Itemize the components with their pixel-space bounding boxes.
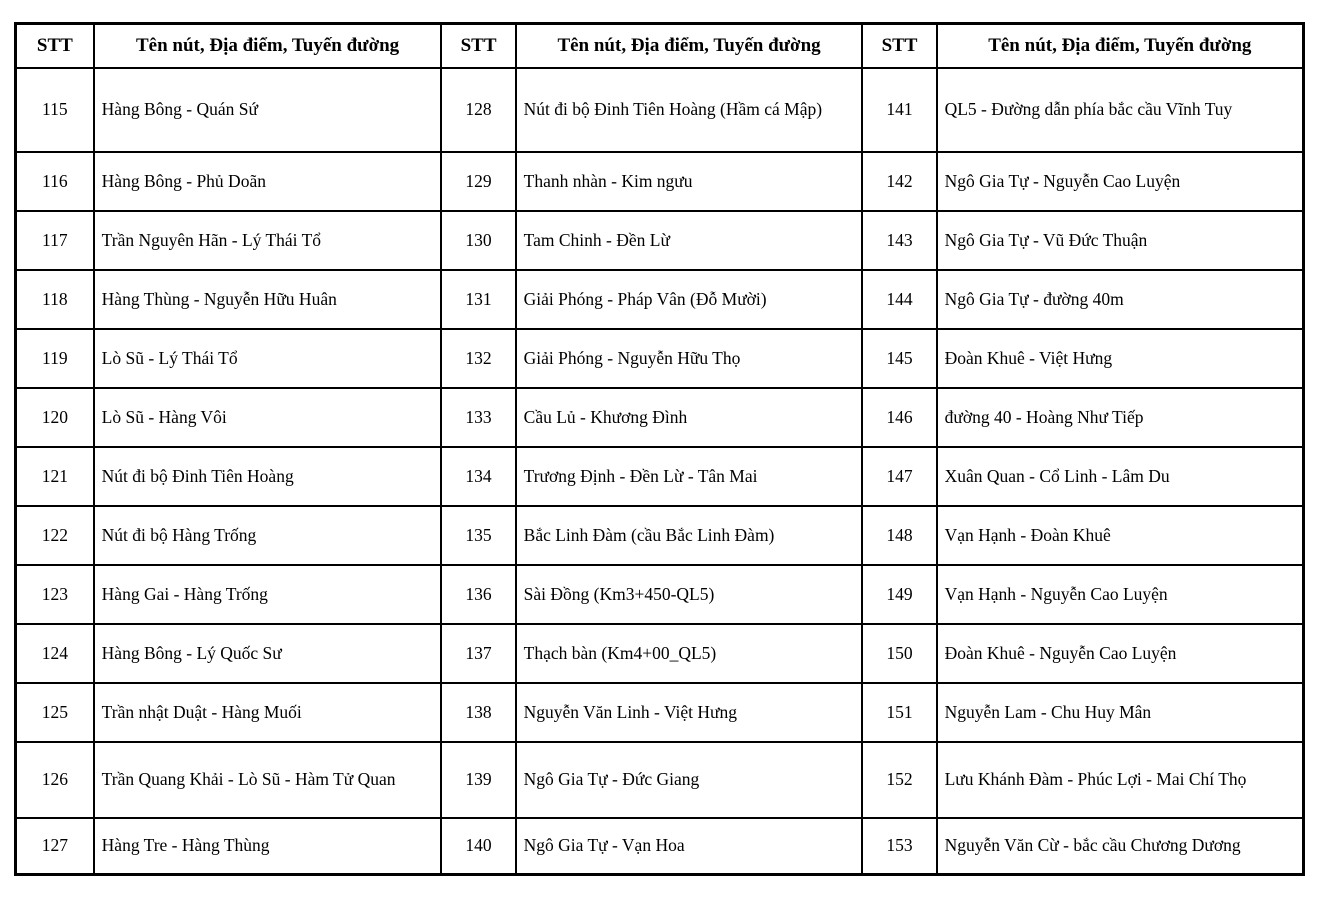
stt-cell: 134 xyxy=(441,447,515,506)
header-stt-1: STT xyxy=(16,24,94,69)
stt-cell: 141 xyxy=(862,68,936,152)
route-name-cell: Xuân Quan - Cổ Linh - Lâm Du xyxy=(937,447,1304,506)
stt-cell: 139 xyxy=(441,742,515,818)
route-name-cell: đường 40 - Hoàng Như Tiếp xyxy=(937,388,1304,447)
route-name-cell: Đoàn Khuê - Nguyễn Cao Luyện xyxy=(937,624,1304,683)
route-name-cell: Ngô Gia Tự - Vũ Đức Thuận xyxy=(937,211,1304,270)
stt-cell: 129 xyxy=(441,152,515,211)
stt-cell: 133 xyxy=(441,388,515,447)
route-name-cell: Thạch bàn (Km4+00_QL5) xyxy=(516,624,863,683)
stt-cell: 122 xyxy=(16,506,94,565)
stt-cell: 118 xyxy=(16,270,94,329)
route-name-cell: Cầu Lủ - Khương Đình xyxy=(516,388,863,447)
route-name-cell: Ngô Gia Tự - đường 40m xyxy=(937,270,1304,329)
stt-cell: 152 xyxy=(862,742,936,818)
stt-cell: 132 xyxy=(441,329,515,388)
stt-cell: 153 xyxy=(862,818,936,874)
stt-cell: 130 xyxy=(441,211,515,270)
stt-cell: 128 xyxy=(441,68,515,152)
route-name-cell: Nguyễn Lam - Chu Huy Mân xyxy=(937,683,1304,742)
stt-cell: 149 xyxy=(862,565,936,624)
route-name-cell: Vạn Hạnh - Nguyễn Cao Luyện xyxy=(937,565,1304,624)
route-name-cell: Trương Định - Đền Lừ - Tân Mai xyxy=(516,447,863,506)
route-name-cell: Trần Nguyên Hãn - Lý Thái Tổ xyxy=(94,211,442,270)
route-name-cell: Ngô Gia Tự - Vạn Hoa xyxy=(516,818,863,874)
stt-cell: 146 xyxy=(862,388,936,447)
stt-cell: 150 xyxy=(862,624,936,683)
table-header xyxy=(16,24,1304,69)
header-name-1: Tên nút, Địa điểm, Tuyến đường xyxy=(94,24,442,69)
route-name-cell: Hàng Bông - Lý Quốc Sư xyxy=(94,624,442,683)
stt-cell: 148 xyxy=(862,506,936,565)
route-name-cell: Hàng Gai - Hàng Trống xyxy=(94,565,442,624)
table-row xyxy=(16,818,1304,874)
stt-cell: 123 xyxy=(16,565,94,624)
header-name-2: Tên nút, Địa điểm, Tuyến đường xyxy=(516,24,863,69)
route-name-cell: Lưu Khánh Đàm - Phúc Lợi - Mai Chí Thọ xyxy=(937,742,1304,818)
stt-cell: 136 xyxy=(441,565,515,624)
stt-cell: 138 xyxy=(441,683,515,742)
route-name-cell: Ngô Gia Tự - Đức Giang xyxy=(516,742,863,818)
stt-cell: 127 xyxy=(16,818,94,874)
table-body xyxy=(16,68,1304,874)
route-name-cell: Ngô Gia Tự - Nguyễn Cao Luyện xyxy=(937,152,1304,211)
table-row xyxy=(16,152,1304,211)
stt-cell: 125 xyxy=(16,683,94,742)
stt-cell: 144 xyxy=(862,270,936,329)
stt-cell: 145 xyxy=(862,329,936,388)
table-row xyxy=(16,506,1304,565)
route-name-cell: Nguyễn Văn Cừ - bắc cầu Chương Dương xyxy=(937,818,1304,874)
stt-cell: 126 xyxy=(16,742,94,818)
route-name-cell: Trần nhật Duật - Hàng Muối xyxy=(94,683,442,742)
table-row xyxy=(16,211,1304,270)
table-row xyxy=(16,683,1304,742)
header-row xyxy=(16,24,1304,69)
stt-cell: 137 xyxy=(441,624,515,683)
route-name-cell: Trần Quang Khải - Lò Sũ - Hàm Tử Quan xyxy=(94,742,442,818)
route-name-cell: Hàng Bông - Quán Sứ xyxy=(94,68,442,152)
stt-cell: 147 xyxy=(862,447,936,506)
route-name-cell: Lò Sũ - Hàng Vôi xyxy=(94,388,442,447)
header-stt-2: STT xyxy=(441,24,515,69)
stt-cell: 116 xyxy=(16,152,94,211)
route-name-cell: Lò Sũ - Lý Thái Tổ xyxy=(94,329,442,388)
stt-cell: 121 xyxy=(16,447,94,506)
stt-cell: 140 xyxy=(441,818,515,874)
table-row xyxy=(16,329,1304,388)
table-row xyxy=(16,742,1304,818)
route-name-cell: Hàng Tre - Hàng Thùng xyxy=(94,818,442,874)
route-name-cell: Tam Chinh - Đền Lừ xyxy=(516,211,863,270)
junction-table xyxy=(14,22,1305,876)
route-name-cell: Nút đi bộ Đinh Tiên Hoàng xyxy=(94,447,442,506)
route-name-cell: Bắc Linh Đàm (cầu Bắc Linh Đàm) xyxy=(516,506,863,565)
route-name-cell: Hàng Thùng - Nguyễn Hữu Huân xyxy=(94,270,442,329)
route-name-cell: Đoàn Khuê - Việt Hưng xyxy=(937,329,1304,388)
table-row xyxy=(16,624,1304,683)
stt-cell: 131 xyxy=(441,270,515,329)
route-name-cell: Giải Phóng - Pháp Vân (Đỗ Mười) xyxy=(516,270,863,329)
route-name-cell: Vạn Hạnh - Đoàn Khuê xyxy=(937,506,1304,565)
stt-cell: 115 xyxy=(16,68,94,152)
table-row xyxy=(16,270,1304,329)
table-row xyxy=(16,68,1304,152)
stt-cell: 119 xyxy=(16,329,94,388)
stt-cell: 143 xyxy=(862,211,936,270)
header-stt-3: STT xyxy=(862,24,936,69)
route-name-cell: Giải Phóng - Nguyễn Hữu Thọ xyxy=(516,329,863,388)
table-row xyxy=(16,447,1304,506)
stt-cell: 151 xyxy=(862,683,936,742)
route-name-cell: Nút đi bộ Đinh Tiên Hoàng (Hầm cá Mập) xyxy=(516,68,863,152)
route-name-cell: Nút đi bộ Hàng Trống xyxy=(94,506,442,565)
stt-cell: 120 xyxy=(16,388,94,447)
route-name-cell: Sài Đồng (Km3+450-QL5) xyxy=(516,565,863,624)
route-name-cell: Hàng Bông - Phủ Doãn xyxy=(94,152,442,211)
route-name-cell: Nguyễn Văn Linh - Việt Hưng xyxy=(516,683,863,742)
table-row xyxy=(16,388,1304,447)
table-row xyxy=(16,565,1304,624)
header-name-3: Tên nút, Địa điểm, Tuyến đường xyxy=(937,24,1304,69)
stt-cell: 117 xyxy=(16,211,94,270)
stt-cell: 135 xyxy=(441,506,515,565)
stt-cell: 124 xyxy=(16,624,94,683)
route-name-cell: QL5 - Đường dẫn phía bắc cầu Vĩnh Tuy xyxy=(937,68,1304,152)
route-name-cell: Thanh nhàn - Kim ngưu xyxy=(516,152,863,211)
stt-cell: 142 xyxy=(862,152,936,211)
